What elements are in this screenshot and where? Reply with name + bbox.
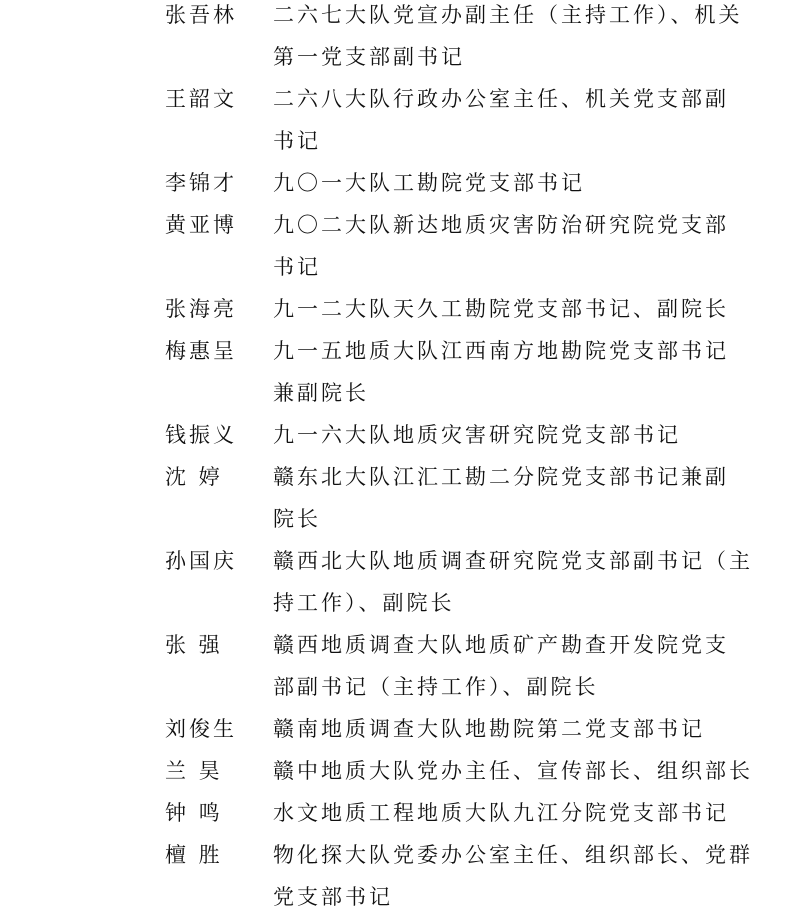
title-line: 九〇一大队工勘院党支部书记 [273,171,585,195]
list-item [0,708,800,750]
list-item [0,540,800,624]
title-line: 赣南地质调查大队地勘院第二党支部书记 [273,717,705,741]
person-title [273,624,729,708]
person-name: 刘俊生 [165,717,237,741]
person-title [273,456,729,540]
title-line: 党支部书记 [273,885,393,909]
person-title [273,750,753,792]
list-item [0,330,800,414]
person-name: 王韶文 [165,87,237,111]
title-line: 九一二大队天久工勘院党支部书记、副院长 [273,297,729,321]
person-title [273,792,729,834]
title-line: 赣西北大队地质调查研究院党支部副书记（主 [273,549,753,573]
person-name: 檀 胜 [165,843,223,867]
list-item [0,78,800,162]
title-line: 九〇二大队新达地质灾害防治研究院党支部 [273,213,729,237]
person-title [273,540,753,624]
title-line: 物化探大队党委办公室主任、组织部长、党群 [273,843,753,867]
person-name: 张吾林 [165,3,237,27]
list-item [0,414,800,456]
person-title [273,162,713,204]
person-name: 张 强 [165,633,223,657]
person-name: 孙国庆 [165,549,237,573]
list-item [0,834,800,912]
list-item [0,624,800,708]
title-line: 九一五地质大队江西南方地勘院党支部书记 [273,339,729,363]
title-line: 二六七大队党宣办副主任（主持工作）、机关 [273,3,743,27]
title-line: 持工作）、副院长 [273,591,455,615]
person-title [273,330,729,414]
title-line: 兼副院长 [273,381,369,405]
list-item [0,204,800,288]
list-item [0,456,800,540]
person-title [273,414,713,456]
person-title [273,78,729,162]
title-line: 院长 [273,507,321,531]
person-title [273,708,713,750]
person-title [273,288,729,330]
person-name: 张海亮 [165,297,237,321]
person-name: 钟 鸣 [165,801,223,825]
list-item [0,792,800,834]
title-line: 书记 [273,129,321,153]
person-name: 梅惠呈 [165,339,237,363]
person-name: 钱振义 [165,423,237,447]
title-line: 赣中地质大队党办主任、宣传部长、组织部长 [273,759,753,783]
title-line: 二六八大队行政办公室主任、机关党支部副 [273,87,729,111]
person-title [273,834,753,912]
title-line: 第一党支部副书记 [273,45,465,69]
title-line: 九一六大队地质灾害研究院党支部书记 [273,423,681,447]
person-name: 兰 昊 [165,759,223,783]
list-item [0,0,800,78]
list-item [0,288,800,330]
list-item [0,162,800,204]
person-name: 黄亚博 [165,213,237,237]
title-line: 赣西地质调查大队地质矿产勘查开发院党支 [273,633,729,657]
title-line: 部副书记（主持工作）、副院长 [273,675,599,699]
person-name: 沈 婷 [165,465,223,489]
person-title [273,0,743,78]
title-line: 赣东北大队江汇工勘二分院党支部书记兼副 [273,465,729,489]
person-name: 李锦才 [165,171,237,195]
title-line: 书记 [273,255,321,279]
person-title [273,204,729,288]
list-item [0,750,800,792]
title-line: 水文地质工程地质大队九江分院党支部书记 [273,801,729,825]
